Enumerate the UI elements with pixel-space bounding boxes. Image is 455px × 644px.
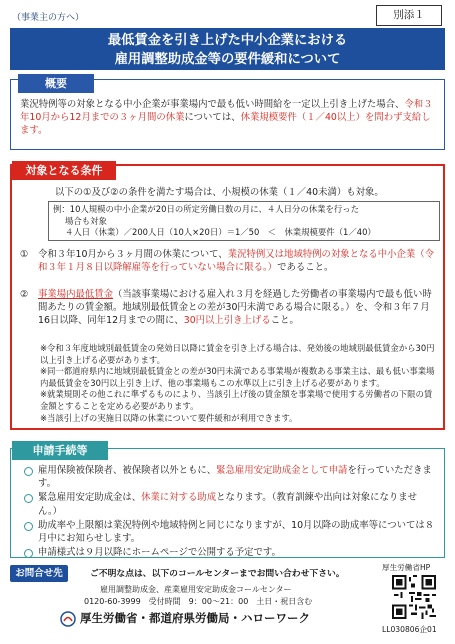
annex-badge: 別添１ <box>376 5 442 26</box>
overview-text <box>20 98 438 138</box>
call-center-name: 雇用調整助成金、産業雇用安定助成金コールセンター <box>100 585 292 594</box>
procedure-2-text-b: となります。（教育訓練や出向は対象になりません。） <box>38 492 417 517</box>
note-1: ※令和３年度地域別最低賃金の発効日以降に賃金を引き上げる場合は、発効後の地域別最低賃金から30円以上引き上げる必要があります。 <box>40 343 435 365</box>
note-4: ※当該引上げの実施日以降の休業について要件緩和が利用できます。 <box>40 412 298 423</box>
condition-2-mark: ② <box>20 289 29 300</box>
overview-text-b: については、 <box>184 112 241 124</box>
condition-1-text-a: 令和３年10月から３ヶ月間の休業について、 <box>38 249 228 260</box>
audience-label: （事業主の方へ） <box>12 13 85 23</box>
title-line-1: 最低賃金を引き上げた中小企業における <box>107 33 348 48</box>
procedure-item-4 <box>24 546 436 559</box>
contact-label: お問合せ先 <box>10 565 68 582</box>
qr-code-icon[interactable] <box>392 575 436 619</box>
note-3: ※就業規則その他これに準ずるものにより、当該引上げ後の賃金額を事業場で使用する労働者の下限の賃金額とすることを定める必要があります。 <box>40 389 433 411</box>
homepage-label: 厚生労働省HP <box>382 563 431 572</box>
procedure-4-text: 申請様式は９月以降にホームページで公開する予定です。 <box>38 547 281 559</box>
procedure-2-text-a: 緊急雇用安定助成金は、 <box>38 492 142 504</box>
condition-item-2 <box>20 288 435 328</box>
procedure-list <box>24 464 436 560</box>
procedure-item-2 <box>24 491 436 517</box>
conditions-intro: 以下の①及び②の条件を満たす場合は、小規模の休業（１／40未満）も対象。 <box>55 187 384 198</box>
condition-2-term: 事業場内最低賃金 <box>38 289 114 300</box>
procedure-1-text-b: を行っていただきます。 <box>38 465 432 490</box>
condition-1-mark: ① <box>20 249 29 260</box>
procedure-1-text-a: 雇用保険被保険者、被保険者以外ともに、 <box>38 465 217 476</box>
example-line-3: ４人日（休業）／200人日（10人×20日）＝1／50 ＜ 休業規模要件（1／40） <box>65 227 376 238</box>
procedure-item-1 <box>24 464 436 490</box>
condition-1-highlight: 業況特例又は地域特例の対象となる中小企業（令和３年１月８日以降解雇等を行っていない場合に限る。） <box>38 249 434 274</box>
example-line-1: 例：10人規模の中小企業が20日の所定労働日数の月に、４人日分の休業を行った <box>53 204 360 214</box>
procedure-item-3 <box>24 519 436 545</box>
circle-bullet-icon <box>24 494 33 503</box>
overview-requirement: 休業規模要件（１／40以上）を問わず支給します。 <box>20 112 431 137</box>
procedure-label: 申請手続等 <box>12 441 108 460</box>
title-line-2: 雇用調整助成金等の要件緩和について <box>114 52 341 67</box>
contact-note: ご不明な点は、以下のコールセンターまでお問い合わせ下さい。 <box>90 569 345 579</box>
conditions-label: 対象となる条件 <box>12 161 116 180</box>
call-center-phone: 0120-60-3999 受付時間 9：00～21：00 土日・祝日含む <box>84 597 313 606</box>
document-code: LL030806企01 <box>382 625 437 634</box>
example-box <box>48 201 440 241</box>
procedure-2-highlight: 休業に対する助成 <box>141 492 217 504</box>
note-2: ※同一都道府県内に地域別最低賃金との差が30円未満である事業場が複数ある事業主は、最も低い事業場内最低賃金を30円以上引き上げ、他の事業場もこの水準以上に引き上げる必要があります。 <box>40 366 435 388</box>
condition-1-text-b: であること。 <box>277 262 334 274</box>
circle-bullet-icon <box>24 467 33 476</box>
overview-period: 令和３年10月から12月までの３ヶ月間の休業 <box>20 99 433 124</box>
circle-bullet-icon <box>24 549 33 558</box>
circle-bullet-icon <box>24 522 33 531</box>
condition-2-text-a: （当該事業場における雇入れ３月を経過した労働者の事業場内で最も低い時間あたりの賃金額。地域別最低賃金との差が30円未満である場合に限る。）を、令和３年７月16日以降、同年12月までの間に、 <box>38 289 432 327</box>
conditions-notes <box>40 343 438 424</box>
condition-2-text-b: こと。 <box>270 315 299 327</box>
procedure-3-text: 助成率や上限額は業況特例や地域特例と同じになりますが、10月以降の助成率等については８月中にお知らせします。 <box>38 519 435 545</box>
procedure-1-highlight: 緊急雇用安定助成金として申請 <box>216 465 348 476</box>
example-line-2: 場合も対象 <box>65 215 107 226</box>
overview-text-a: 業況特例等の対象となる中小企業が事業場内で最も低い時間給を一定以上引き上げた場合、 <box>20 99 405 110</box>
condition-item-1 <box>20 248 435 274</box>
condition-2-highlight: 30円以上引き上げる <box>183 315 271 327</box>
ministry-logo-icon <box>60 611 76 627</box>
overview-label: 概要 <box>18 74 94 93</box>
page-title <box>10 28 445 70</box>
organization-name: 厚生労働省・都道府県労働局・ハローワーク <box>80 611 310 625</box>
